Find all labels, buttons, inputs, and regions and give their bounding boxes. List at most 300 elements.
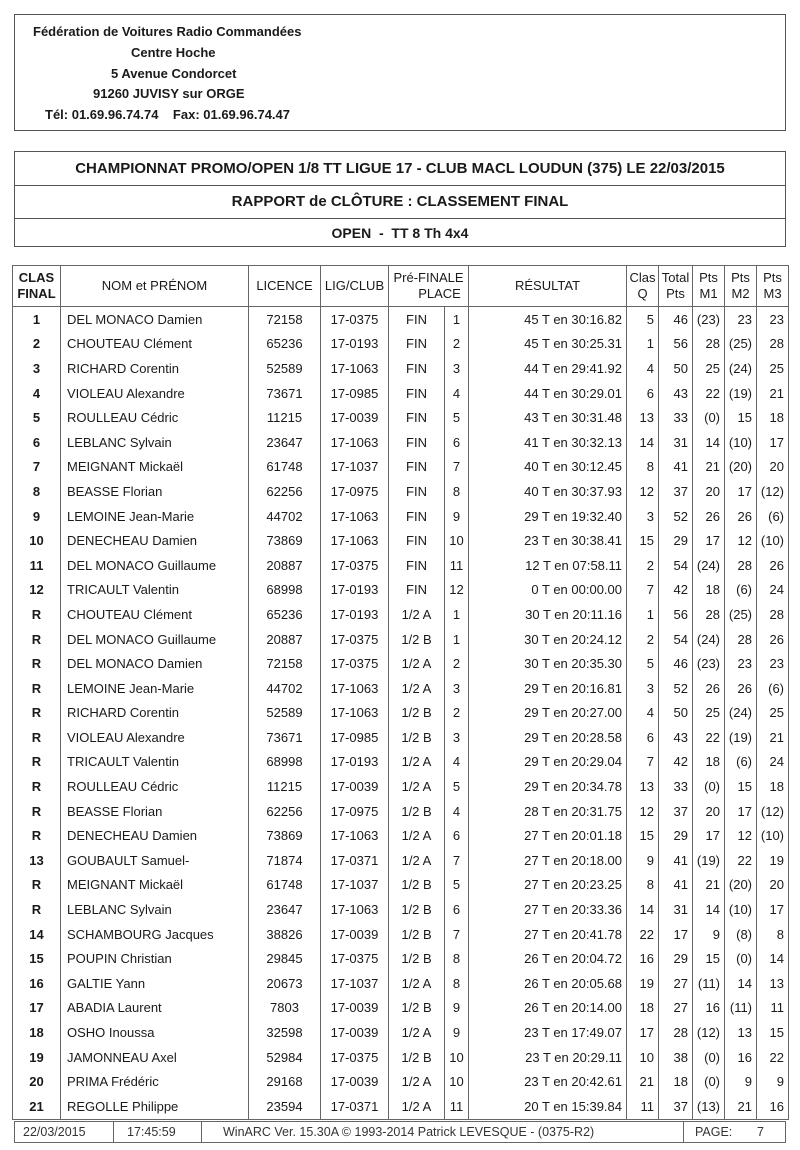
cell-result: 27 T en 20:01.18: [469, 823, 627, 848]
cell-lig-club: 17-0975: [321, 479, 389, 504]
cell-licence-number: 29168: [249, 1069, 321, 1094]
cell-lig-club: 17-0985: [321, 381, 389, 406]
cell-licence-number: 29845: [249, 946, 321, 971]
cell-final-rank: 5: [13, 405, 61, 430]
cell-result: 29 T en 19:32.40: [469, 504, 627, 529]
cell-clas-q: 4: [627, 356, 659, 381]
cell-licence-number: 73869: [249, 528, 321, 553]
cell-prefinale-place: 6: [445, 897, 469, 922]
cell-driver-name: CHOUTEAU Clément: [61, 602, 249, 627]
cell-prefinale-place: 1: [445, 307, 469, 332]
table-row: [13, 307, 789, 332]
cell-total-pts: 28: [659, 1020, 693, 1045]
cell-pts-m2: (10): [725, 897, 757, 922]
cell-lig-club: 17-0371: [321, 848, 389, 873]
cell-clas-q: 14: [627, 897, 659, 922]
header-clas-q: Clas Q: [627, 266, 659, 307]
cell-pts-m3: 28: [757, 332, 789, 357]
cell-licence-number: 44702: [249, 676, 321, 701]
cell-prefinale: 1/2 B: [389, 799, 445, 824]
cell-lig-club: 17-0039: [321, 405, 389, 430]
cell-final-rank: 12: [13, 578, 61, 603]
cell-pts-m3: (12): [757, 479, 789, 504]
cell-pts-m3: (10): [757, 528, 789, 553]
cell-total-pts: 18: [659, 1069, 693, 1094]
cell-pts-m1: 22: [693, 381, 725, 406]
cell-result: 30 T en 20:24.12: [469, 627, 627, 652]
table-row: [13, 651, 789, 676]
cell-final-rank: 18: [13, 1020, 61, 1045]
cell-lig-club: 17-1063: [321, 676, 389, 701]
cell-pts-m3: (10): [757, 823, 789, 848]
cell-lig-club: 17-1063: [321, 528, 389, 553]
cell-driver-name: DEL MONACO Damien: [61, 307, 249, 332]
table-row: [13, 504, 789, 529]
cell-prefinale: 1/2 B: [389, 922, 445, 947]
cell-driver-name: JAMONNEAU Axel: [61, 1045, 249, 1070]
table-row: [13, 578, 789, 603]
cell-prefinale: 1/2 A: [389, 750, 445, 775]
cell-prefinale: 1/2 A: [389, 1069, 445, 1094]
cell-clas-q: 11: [627, 1094, 659, 1119]
cell-lig-club: 17-0193: [321, 332, 389, 357]
cell-pts-m1: (0): [693, 774, 725, 799]
cell-result: 23 T en 20:29.11: [469, 1045, 627, 1070]
header-pts-m3: Pts M3: [757, 266, 789, 307]
footer-software: WinARC Ver. 15.30A © 1993-2014 Patrick LEVESQUE - (0375-R2): [223, 1125, 595, 1139]
cell-prefinale-place: 9: [445, 996, 469, 1021]
cell-prefinale: FIN: [389, 479, 445, 504]
cell-prefinale: 1/2 A: [389, 602, 445, 627]
cell-pts-m1: 9: [693, 922, 725, 947]
cell-pts-m2: (20): [725, 455, 757, 480]
cell-pts-m1: 14: [693, 897, 725, 922]
cell-result: 28 T en 20:31.75: [469, 799, 627, 824]
header-pts-m1: Pts M1: [693, 266, 725, 307]
cell-clas-q: 19: [627, 971, 659, 996]
cell-final-rank: R: [13, 627, 61, 652]
cell-clas-q: 12: [627, 479, 659, 504]
cell-pts-m2: (25): [725, 332, 757, 357]
cell-driver-name: LEBLANC Sylvain: [61, 430, 249, 455]
cell-prefinale-place: 9: [445, 504, 469, 529]
cell-clas-q: 12: [627, 799, 659, 824]
table-row: [13, 381, 789, 406]
cell-lig-club: 17-1037: [321, 873, 389, 898]
cell-driver-name: TRICAULT Valentin: [61, 578, 249, 603]
cell-pts-m1: 18: [693, 750, 725, 775]
championship-title: CHAMPIONNAT PROMO/OPEN 1/8 TT LIGUE 17 - CLUB MACL LOUDUN (375) LE 22/03/2015: [15, 152, 785, 186]
cell-final-rank: 13: [13, 848, 61, 873]
cell-licence-number: 62256: [249, 799, 321, 824]
cell-pts-m1: 25: [693, 701, 725, 726]
cell-final-rank: 6: [13, 430, 61, 455]
cell-lig-club: 17-0375: [321, 307, 389, 332]
cell-result: 23 T en 20:42.61: [469, 1069, 627, 1094]
table-row: [13, 848, 789, 873]
cell-final-rank: R: [13, 873, 61, 898]
cell-prefinale-place: 7: [445, 848, 469, 873]
cell-clas-q: 3: [627, 504, 659, 529]
cell-pts-m3: 21: [757, 381, 789, 406]
cell-prefinale-place: 10: [445, 528, 469, 553]
cell-total-pts: 41: [659, 848, 693, 873]
cell-final-rank: 15: [13, 946, 61, 971]
cell-total-pts: 52: [659, 504, 693, 529]
cell-final-rank: 8: [13, 479, 61, 504]
cell-prefinale-place: 11: [445, 1094, 469, 1119]
cell-clas-q: 13: [627, 405, 659, 430]
cell-driver-name: POUPIN Christian: [61, 946, 249, 971]
cell-clas-q: 1: [627, 332, 659, 357]
cell-driver-name: DEL MONACO Guillaume: [61, 627, 249, 652]
cell-pts-m3: 15: [757, 1020, 789, 1045]
cell-pts-m3: (6): [757, 676, 789, 701]
address-line-federation: Fédération de Voitures Radio Commandées: [33, 24, 302, 39]
cell-licence-number: 52984: [249, 1045, 321, 1070]
cell-final-rank: R: [13, 823, 61, 848]
cell-driver-name: PRIMA Frédéric: [61, 1069, 249, 1094]
cell-result: 26 T en 20:05.68: [469, 971, 627, 996]
cell-clas-q: 15: [627, 823, 659, 848]
cell-prefinale: 1/2 B: [389, 897, 445, 922]
cell-lig-club: 17-1063: [321, 701, 389, 726]
cell-pts-m1: (19): [693, 848, 725, 873]
cell-prefinale: FIN: [389, 504, 445, 529]
cell-pts-m3: 17: [757, 897, 789, 922]
cell-clas-q: 15: [627, 528, 659, 553]
cell-driver-name: ROULLEAU Cédric: [61, 405, 249, 430]
cell-total-pts: 37: [659, 479, 693, 504]
cell-pts-m3: 22: [757, 1045, 789, 1070]
cell-result: 0 T en 00:00.00: [469, 578, 627, 603]
cell-pts-m3: 23: [757, 651, 789, 676]
cell-driver-name: LEBLANC Sylvain: [61, 897, 249, 922]
cell-clas-q: 5: [627, 307, 659, 332]
cell-licence-number: 52589: [249, 701, 321, 726]
cell-final-rank: R: [13, 701, 61, 726]
cell-total-pts: 46: [659, 651, 693, 676]
table-row: [13, 823, 789, 848]
cell-total-pts: 54: [659, 627, 693, 652]
cell-licence-number: 62256: [249, 479, 321, 504]
header-ligclub: LIG/CLUB: [321, 266, 389, 307]
table-row: [13, 750, 789, 775]
cell-licence-number: 68998: [249, 750, 321, 775]
cell-pts-m2: (6): [725, 750, 757, 775]
cell-prefinale: 1/2 B: [389, 873, 445, 898]
cell-pts-m2: 17: [725, 479, 757, 504]
cell-result: 29 T en 20:29.04: [469, 750, 627, 775]
cell-prefinale: 1/2 A: [389, 1020, 445, 1045]
cell-lig-club: 17-0039: [321, 922, 389, 947]
cell-lig-club: 17-1037: [321, 455, 389, 480]
cell-pts-m2: 23: [725, 307, 757, 332]
cell-pts-m1: 20: [693, 799, 725, 824]
table-row: [13, 602, 789, 627]
cell-prefinale: 1/2 B: [389, 946, 445, 971]
cell-clas-q: 2: [627, 627, 659, 652]
cell-total-pts: 52: [659, 676, 693, 701]
cell-pts-m3: 14: [757, 946, 789, 971]
cell-final-rank: R: [13, 750, 61, 775]
cell-pts-m3: 25: [757, 356, 789, 381]
cell-total-pts: 38: [659, 1045, 693, 1070]
cell-licence-number: 20673: [249, 971, 321, 996]
cell-pts-m1: (24): [693, 627, 725, 652]
cell-lig-club: 17-0039: [321, 774, 389, 799]
cell-driver-name: LEMOINE Jean-Marie: [61, 676, 249, 701]
cell-driver-name: BEASSE Florian: [61, 479, 249, 504]
table-row: [13, 799, 789, 824]
cell-pts-m3: 17: [757, 430, 789, 455]
cell-clas-q: 6: [627, 381, 659, 406]
cell-final-rank: 16: [13, 971, 61, 996]
cell-prefinale-place: 3: [445, 356, 469, 381]
cell-pts-m3: (6): [757, 504, 789, 529]
federation-address-box: [14, 14, 786, 131]
cell-total-pts: 17: [659, 922, 693, 947]
cell-result: 41 T en 30:32.13: [469, 430, 627, 455]
cell-clas-q: 8: [627, 455, 659, 480]
cell-driver-name: GOUBAULT Samuel-: [61, 848, 249, 873]
cell-prefinale-place: 7: [445, 455, 469, 480]
cell-licence-number: 44702: [249, 504, 321, 529]
cell-pts-m3: 26: [757, 553, 789, 578]
cell-licence-number: 68998: [249, 578, 321, 603]
cell-prefinale-place: 12: [445, 578, 469, 603]
cell-prefinale: 1/2 A: [389, 1094, 445, 1119]
cell-driver-name: TRICAULT Valentin: [61, 750, 249, 775]
cell-licence-number: 72158: [249, 651, 321, 676]
cell-pts-m2: 26: [725, 676, 757, 701]
cell-pts-m1: (12): [693, 1020, 725, 1045]
cell-licence-number: 61748: [249, 455, 321, 480]
cell-lig-club: 17-0039: [321, 1069, 389, 1094]
cell-licence-number: 20887: [249, 627, 321, 652]
cell-result: 44 T en 29:41.92: [469, 356, 627, 381]
cell-final-rank: 3: [13, 356, 61, 381]
cell-total-pts: 41: [659, 455, 693, 480]
cell-lig-club: 17-0985: [321, 725, 389, 750]
cell-result: 27 T en 20:23.25: [469, 873, 627, 898]
cell-lig-club: 17-0375: [321, 553, 389, 578]
cell-final-rank: 11: [13, 553, 61, 578]
cell-prefinale: FIN: [389, 455, 445, 480]
cell-pts-m1: 16: [693, 996, 725, 1021]
cell-total-pts: 43: [659, 381, 693, 406]
cell-pts-m3: 8: [757, 922, 789, 947]
cell-pts-m2: 26: [725, 504, 757, 529]
cell-pts-m1: (11): [693, 971, 725, 996]
cell-lig-club: 17-1037: [321, 971, 389, 996]
cell-total-pts: 42: [659, 750, 693, 775]
cell-pts-m3: 20: [757, 873, 789, 898]
cell-prefinale-place: 9: [445, 1020, 469, 1045]
cell-lig-club: 17-1063: [321, 356, 389, 381]
cell-driver-name: DENECHEAU Damien: [61, 528, 249, 553]
cell-total-pts: 33: [659, 405, 693, 430]
address-line-phone-fax: Tél: 01.69.96.74.74 Fax: 01.69.96.74.47: [45, 107, 291, 122]
cell-pts-m2: (20): [725, 873, 757, 898]
cell-licence-number: 72158: [249, 307, 321, 332]
cell-driver-name: DENECHEAU Damien: [61, 823, 249, 848]
cell-prefinale: 1/2 B: [389, 701, 445, 726]
cell-licence-number: 73869: [249, 823, 321, 848]
cell-pts-m1: 22: [693, 725, 725, 750]
cell-clas-q: 4: [627, 701, 659, 726]
cell-clas-q: 14: [627, 430, 659, 455]
cell-clas-q: 5: [627, 651, 659, 676]
cell-total-pts: 41: [659, 873, 693, 898]
cell-pts-m1: 14: [693, 430, 725, 455]
address-line-street: 5 Avenue Condorcet: [111, 66, 237, 81]
results-table: [12, 265, 789, 1120]
cell-pts-m2: 9: [725, 1069, 757, 1094]
cell-clas-q: 22: [627, 922, 659, 947]
cell-pts-m1: 26: [693, 504, 725, 529]
cell-prefinale: 1/2 A: [389, 774, 445, 799]
cell-pts-m1: (0): [693, 1045, 725, 1070]
footer-date: 22/03/2015: [23, 1125, 86, 1139]
cell-prefinale: FIN: [389, 578, 445, 603]
cell-result: 29 T en 20:28.58: [469, 725, 627, 750]
footer-page-label: PAGE:: [695, 1125, 733, 1139]
cell-pts-m3: 20: [757, 455, 789, 480]
table-row: [13, 479, 789, 504]
cell-pts-m2: 28: [725, 627, 757, 652]
cell-prefinale: FIN: [389, 405, 445, 430]
cell-prefinale-place: 8: [445, 971, 469, 996]
cell-result: 27 T en 20:41.78: [469, 922, 627, 947]
cell-pts-m2: 15: [725, 774, 757, 799]
cell-prefinale: FIN: [389, 430, 445, 455]
cell-result: 26 T en 20:14.00: [469, 996, 627, 1021]
cell-licence-number: 20887: [249, 553, 321, 578]
cell-prefinale-place: 5: [445, 774, 469, 799]
table-header-row: [13, 266, 789, 307]
cell-pts-m3: 18: [757, 405, 789, 430]
cell-total-pts: 42: [659, 578, 693, 603]
cell-pts-m3: 16: [757, 1094, 789, 1119]
cell-driver-name: SCHAMBOURG Jacques: [61, 922, 249, 947]
cell-driver-name: ABADIA Laurent: [61, 996, 249, 1021]
cell-final-rank: 10: [13, 528, 61, 553]
cell-prefinale-place: 5: [445, 405, 469, 430]
cell-total-pts: 29: [659, 946, 693, 971]
cell-pts-m1: 21: [693, 873, 725, 898]
cell-final-rank: R: [13, 602, 61, 627]
cell-lig-club: 17-0375: [321, 651, 389, 676]
cell-driver-name: CHOUTEAU Clément: [61, 332, 249, 357]
cell-final-rank: R: [13, 799, 61, 824]
cell-pts-m1: 28: [693, 602, 725, 627]
cell-driver-name: DEL MONACO Damien: [61, 651, 249, 676]
cell-pts-m1: 26: [693, 676, 725, 701]
cell-total-pts: 46: [659, 307, 693, 332]
cell-result: 45 T en 30:25.31: [469, 332, 627, 357]
cell-final-rank: 14: [13, 922, 61, 947]
cell-total-pts: 37: [659, 799, 693, 824]
cell-pts-m2: 16: [725, 1045, 757, 1070]
cell-pts-m2: 23: [725, 651, 757, 676]
cell-driver-name: REGOLLE Philippe: [61, 1094, 249, 1119]
cell-pts-m1: 20: [693, 479, 725, 504]
cell-pts-m2: (19): [725, 381, 757, 406]
cell-prefinale-place: 5: [445, 873, 469, 898]
cell-licence-number: 23594: [249, 1094, 321, 1119]
results-body: [13, 307, 789, 1120]
report-title-block: [14, 151, 786, 247]
table-row: [13, 1069, 789, 1094]
cell-pts-m1: (0): [693, 1069, 725, 1094]
cell-pts-m3: 26: [757, 627, 789, 652]
cell-final-rank: 21: [13, 1094, 61, 1119]
table-row: [13, 332, 789, 357]
table-row: [13, 996, 789, 1021]
cell-total-pts: 29: [659, 528, 693, 553]
cell-licence-number: 71874: [249, 848, 321, 873]
cell-prefinale: 1/2 A: [389, 676, 445, 701]
cell-total-pts: 37: [659, 1094, 693, 1119]
cell-prefinale: FIN: [389, 332, 445, 357]
cell-pts-m2: 13: [725, 1020, 757, 1045]
address-line-centre: Centre Hoche: [131, 45, 216, 60]
cell-pts-m1: 28: [693, 332, 725, 357]
cell-lig-club: 17-0039: [321, 996, 389, 1021]
cell-pts-m3: 11: [757, 996, 789, 1021]
cell-final-rank: 20: [13, 1069, 61, 1094]
cell-prefinale-place: 1: [445, 627, 469, 652]
cell-driver-name: OSHO Inoussa: [61, 1020, 249, 1045]
cell-total-pts: 50: [659, 356, 693, 381]
cell-total-pts: 31: [659, 430, 693, 455]
cell-result: 20 T en 15:39.84: [469, 1094, 627, 1119]
cell-pts-m3: 19: [757, 848, 789, 873]
cell-pts-m3: 28: [757, 602, 789, 627]
table-row: [13, 676, 789, 701]
cell-final-rank: R: [13, 651, 61, 676]
cell-licence-number: 23647: [249, 430, 321, 455]
cell-lig-club: 17-0375: [321, 1045, 389, 1070]
cell-clas-q: 6: [627, 725, 659, 750]
cell-pts-m2: 22: [725, 848, 757, 873]
cell-prefinale: FIN: [389, 307, 445, 332]
cell-clas-q: 9: [627, 848, 659, 873]
cell-clas-q: 1: [627, 602, 659, 627]
cell-pts-m1: 15: [693, 946, 725, 971]
cell-result: 23 T en 17:49.07: [469, 1020, 627, 1045]
cell-pts-m3: 24: [757, 750, 789, 775]
table-row: [13, 873, 789, 898]
cell-final-rank: R: [13, 725, 61, 750]
cell-total-pts: 56: [659, 602, 693, 627]
table-row: [13, 774, 789, 799]
cell-clas-q: 18: [627, 996, 659, 1021]
table-row: [13, 1045, 789, 1070]
table-row: [13, 1094, 789, 1119]
cell-prefinale-place: 3: [445, 725, 469, 750]
cell-driver-name: RICHARD Corentin: [61, 701, 249, 726]
cell-pts-m1: 17: [693, 528, 725, 553]
cell-licence-number: 73671: [249, 725, 321, 750]
cell-lig-club: 17-1063: [321, 823, 389, 848]
cell-driver-name: BEASSE Florian: [61, 799, 249, 824]
cell-licence-number: 65236: [249, 602, 321, 627]
cell-pts-m2: (25): [725, 602, 757, 627]
cell-pts-m2: 28: [725, 553, 757, 578]
cell-driver-name: MEIGNANT Mickaël: [61, 873, 249, 898]
